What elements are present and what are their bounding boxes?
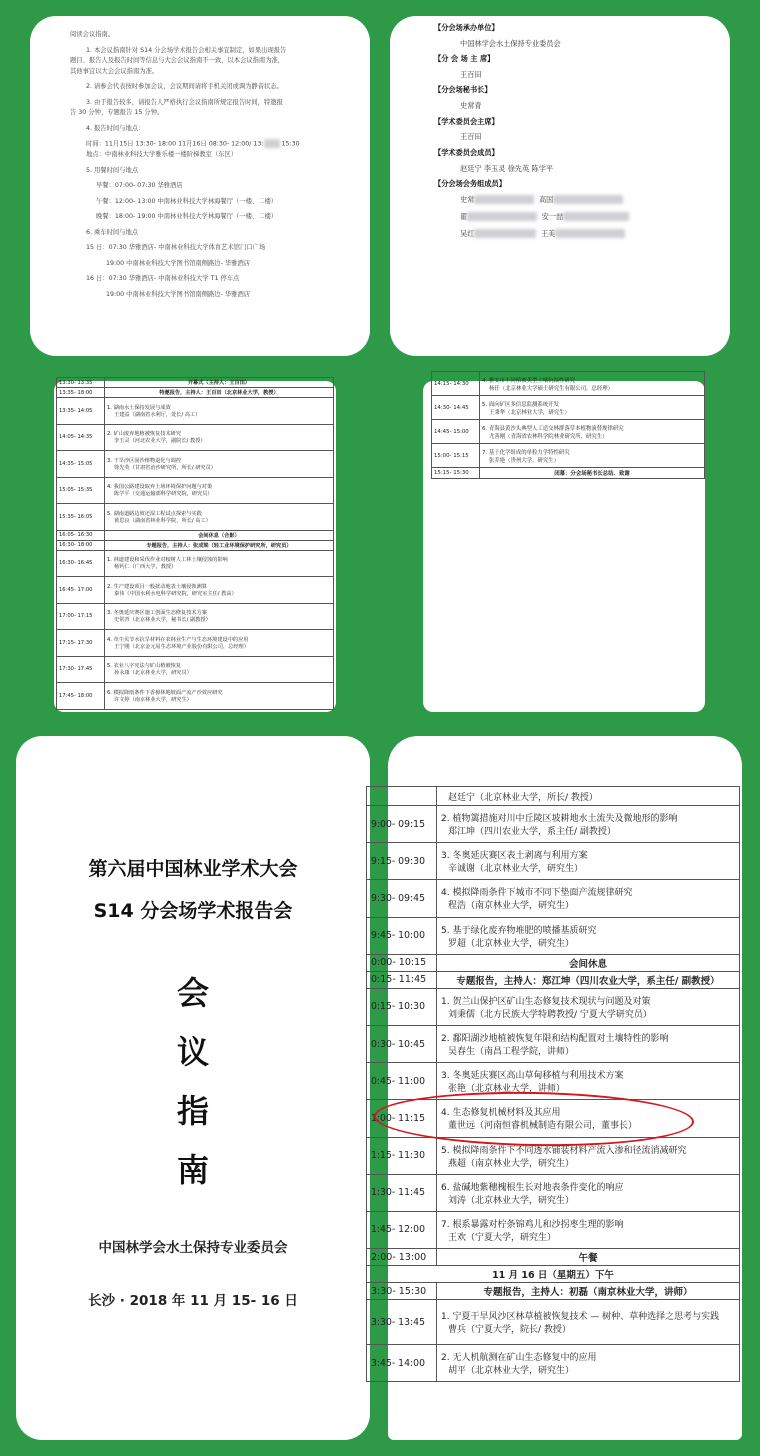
talk-title: 5. 基于绿化废弃物堆肥的喷播基质研究 (441, 925, 597, 936)
talk-title: 2. 无人机航测在矿山生态修复中的应用 (441, 1353, 597, 1364)
time-cell: 0:00- 10:15 (367, 954, 437, 971)
cover-char: 议 (176, 1033, 209, 1071)
table-row (432, 372, 705, 396)
session-heading: 会间休息（合影） (105, 530, 334, 540)
table-row (367, 1300, 740, 1345)
note-line: 3. 由于报告较多，请报告人严格执行会议指南所规定报告时间，特邀报 (86, 98, 283, 106)
heading-secretary: 【分会场秘书长】 (434, 85, 492, 95)
talk-speaker: 吴春生（南昌工程学院，讲师） (448, 1047, 575, 1058)
talk-cell (437, 988, 740, 1025)
time-cell: 0:15- 11:45 (367, 971, 437, 988)
table-row (432, 468, 705, 479)
talk-title: 5. 面向矿区多信息监测系统开发 (482, 401, 559, 408)
cover-title: 第六届中国林业学术大会 (88, 858, 298, 880)
schedule-table (366, 786, 740, 1382)
note-line: 19:00 中南林业科技大学图书馆南侧路边- 华雅酒店 (106, 259, 251, 267)
time-cell: 3:30- 15:30 (367, 1283, 437, 1300)
talk-speaker: 李玉灵（河北农业大学，副院长/ 教授） (114, 438, 206, 445)
talk-cell (437, 917, 740, 954)
table-row (432, 396, 705, 420)
talk-speaker: 杨任（北京林业大学硕士研究生有限公司，总经理） (489, 385, 613, 392)
session-heading: 专题报告，主持人：初磊（南京林业大学，讲师） (437, 1283, 740, 1300)
time-cell: 1:30- 11:45 (367, 1174, 437, 1211)
talk-cell (437, 787, 740, 806)
time-cell: 15:00- 15:15 (432, 444, 480, 468)
time-cell: 9:45- 10:00 (367, 917, 437, 954)
page-schedule-nov16-am (371, 736, 742, 1440)
talk-cell (480, 420, 705, 444)
talk-speaker: 辛诚谢（北京林业大学，研究生） (448, 864, 584, 875)
time-cell: 9:15- 09:30 (367, 843, 437, 880)
talk-cell (105, 656, 334, 683)
time-cell: 17:00- 17:15 (57, 603, 105, 630)
time-cell: 3:30- 13:45 (367, 1300, 437, 1345)
note-line: 6. 乘车时间与地点 (86, 228, 139, 236)
talk-cell (437, 806, 740, 843)
talk-title: 6. 青海县黄沙头典型人工造交林群落草本植物演替规律研究 (482, 425, 624, 432)
talk-title: 5. 湖南道路边坡还湿工程试点探索与实践 (107, 510, 202, 517)
talk-title: 1. 贺兰山保护区矿山生态修复技术现状与问题及对策 (441, 996, 651, 1007)
time-cell: 14:45- 15:00 (432, 420, 480, 444)
talk-cell (437, 1300, 740, 1345)
talk-speaker: 许文婷（南京林业大学，研究生） (114, 696, 192, 703)
session-heading: 开幕式（主持人：王百田） (105, 378, 334, 388)
table-row (367, 806, 740, 843)
affairs-row: 史常 高国 (434, 191, 724, 208)
time-cell: 14:05- 14:35 (57, 424, 105, 451)
talk-speaker: 陈学平（交通运输部科学研究院，研究员） (114, 491, 213, 498)
note-line: 晚餐：18:00- 19:00 中南林业科技大学林海餐厅（一楼、二楼） (96, 213, 278, 220)
table-row (57, 378, 334, 388)
talk-cell (105, 603, 334, 630)
session-heading: 闭幕：分会场秘书长总结、致谢 (480, 468, 705, 479)
talk-speaker: 史常青（北京林业大学，秘书长/ 副教授） (114, 617, 211, 624)
table-row (367, 787, 740, 806)
time-cell: 1:00- 11:15 (367, 1100, 437, 1137)
note-line: 阅读会议指南。 (70, 31, 115, 38)
talk-title: 2. 矿山废弃地植被恢复技术研究 (107, 431, 182, 438)
schedule-table (431, 371, 705, 479)
talk-title: 6. 模拟降雨条件下香樟林地坡面产流产沙效应研究 (107, 689, 223, 696)
table-row (57, 656, 334, 683)
table-row (57, 577, 334, 604)
time-cell: 9:00- 09:15 (367, 806, 437, 843)
talk-title: 3. 冬奥延庆赛区表土剥离与利用方案 (441, 851, 588, 862)
talk-speaker: 郑江坤（四川农业大学，系主任/ 副教授） (448, 827, 616, 838)
time-cell: 17:45- 18:00 (57, 683, 105, 710)
talk-title: 7. 基于化学组成的单粒力学特性研究 (482, 449, 570, 456)
talk-speaker: 程浩（南京林业大学，研究生） (448, 901, 575, 912)
cover-organizer: 中国林学会水土保持专业委员会 (98, 1240, 288, 1256)
talk-speaker: 徐先英（甘肃省治沙研究所，所长/ 研究员） (114, 464, 216, 471)
heading-academic-chair: 【学术委员会主席】 (434, 116, 499, 126)
talk-title: 2. 生产建设项目一般扰动地表土壤侵蚀测算 (107, 583, 207, 590)
table-row (367, 880, 740, 917)
talk-speaker: 黄思良（湖南省林业科学院，所长/ 高工） (114, 517, 211, 524)
heading-affairs: 【分会场会务组成员】 (434, 178, 506, 188)
table-row (57, 630, 334, 657)
talk-cell (437, 1174, 740, 1211)
table-row (367, 843, 740, 880)
page-cover (16, 736, 370, 1440)
session-heading: 专题报告，主持人：张成梁（轻工业环境保护研究所，研究员） (105, 540, 334, 550)
talk-cell (105, 550, 334, 577)
time-cell: 14:35- 15:05 (57, 451, 105, 478)
schedule-table (56, 377, 334, 710)
session-heading: 专题报告，主持人：郑江坤（四川农业大学，系主任/ 副教授） (437, 971, 740, 988)
time-cell: 15:35- 16:05 (57, 504, 105, 531)
talk-speaker: 刘涛（北京林业大学，研究生） (448, 1195, 575, 1206)
time-cell: 9:30- 09:45 (367, 880, 437, 917)
talk-speaker: 赵廷宁（北京林业大学，所长/ 教授） (448, 792, 598, 803)
note-line: 15 日：07:30 华雅酒店- 中南林业科技大学体育艺术馆门口广场 (86, 244, 266, 251)
note-line: 告 30 分钟、专题报告 15 分钟。 (70, 109, 164, 116)
note-line: 19:00 中南林业科技大学图书馆南侧路边- 华雅酒店 (106, 290, 251, 298)
talk-title: 2. 鄱阳湖沙地植被恢复年限和结构配置对土壤特性的影响 (441, 1034, 669, 1045)
talk-title: 1. 宁夏干旱风沙区林草植被恢复技术 — 树种、草种选择之思考与实践 (441, 1312, 720, 1323)
note-line: 2. 请参会代表按时参加会议，会议期间请将手机关闭或调为静音状态。 (86, 83, 283, 90)
page-guide-notes (30, 16, 370, 356)
talk-speaker: 燕超（南京林业大学，研究生） (448, 1158, 575, 1169)
note-line-time: 时间：11月15日 13:30- 18:00 11月16日 08:30- 12:00/ 13: 15:30 (86, 140, 300, 148)
talk-speaker: 罗超（北京林业大学，研究生） (448, 938, 575, 949)
session-heading: 午餐 (437, 1249, 740, 1266)
note-line: 其他事宜以大会会议指南为准。 (70, 67, 159, 75)
time-cell: 17:15- 17:30 (57, 630, 105, 657)
table-row (57, 388, 334, 398)
note-line: 4. 报告时间与地点： (86, 124, 145, 132)
time-cell: 14:15- 14:30 (432, 372, 480, 396)
time-cell: 0:30- 10:45 (367, 1025, 437, 1062)
talk-title: 7. 根系暴露对柠条锦鸡儿和沙拐枣生理的影响 (441, 1219, 624, 1230)
cover-date: 长沙 · 2018 年 11 月 15- 16 日 (88, 1293, 298, 1309)
table-row (367, 1211, 740, 1248)
time-cell: 15:15- 15:30 (432, 468, 480, 479)
talk-title: 4. 模拟降雨条件下城市不同下垫面产流规律研究 (441, 888, 633, 899)
talk-cell (105, 504, 334, 531)
time-cell: 3:45- 14:00 (367, 1345, 437, 1382)
cover-char: 南 (176, 1151, 209, 1189)
guide-notes-text (70, 30, 356, 300)
talk-speaker: 王秉华（北京林业大学，研究生） (489, 409, 570, 416)
heading-host: 【分会场承办单位】 (434, 23, 499, 32)
note-line: 5. 用餐时间与地点 (86, 166, 139, 174)
heading-chair: 【分 会 场 主 席】 (434, 54, 495, 64)
talk-title: 4. 我国公路建设取弃土场环境保护问题与对策 (107, 484, 213, 491)
talk-cell (105, 451, 334, 478)
page-schedule-nov16-pm (423, 377, 705, 712)
page-organizers (390, 16, 730, 356)
day-heading: 11 月 16 日（星期五）下午 (367, 1266, 740, 1283)
note-line: 题目、报告人及报告时间等信息与大会会议指南不一致，以本会议指南为准， (70, 57, 285, 64)
talk-speaker: 张乔艳（贵州大学，研究生） (489, 457, 560, 464)
time-cell: 16:05- 16:30 (57, 530, 105, 540)
talk-title: 4. 草尘贝节水抗旱材料在农林业生产与生态环境建设中的应用 (107, 636, 249, 643)
talk-title: 2. 植物篱措施对川中丘陵区坡耕地水土流失及微地形的影响 (441, 814, 678, 825)
talk-speaker: 秦伟（中国水利水电科学研究院，研究室主任/ 教高） (114, 590, 237, 597)
table-row (367, 1283, 740, 1300)
table-row (432, 444, 705, 468)
table-row (57, 540, 334, 550)
talk-cell (480, 372, 705, 396)
talk-title: 5. 模拟降雨条件下不同透水铺装材料产流入渗和径流消减研究 (441, 1145, 687, 1156)
talk-cell (480, 396, 705, 420)
members-value: 赵廷宁 李玉灵 徐先英 陈学平 (460, 163, 554, 173)
session-heading: 会间休息 (437, 954, 740, 971)
time-cell: 14:30- 14:45 (432, 396, 480, 420)
time-cell: 0:15- 10:30 (367, 988, 437, 1025)
time-cell: 13:35- 14:05 (57, 398, 105, 425)
table-row (367, 917, 740, 954)
affairs-row: 吴红 王美 (434, 225, 724, 242)
table-row (367, 954, 740, 971)
table-row (367, 1249, 740, 1266)
talk-cell (105, 477, 334, 504)
time-cell (367, 787, 437, 806)
talk-title: 3. 冬奥延庆赛区施工创面生态修复技术方案 (107, 610, 207, 617)
table-row (367, 1345, 740, 1382)
table-row (432, 420, 705, 444)
table-row (57, 477, 334, 504)
time-cell: 1:45- 12:00 (367, 1211, 437, 1248)
note-line: 早餐：07:00- 07:30 华雅酒店 (96, 182, 183, 189)
talk-cell (105, 577, 334, 604)
talk-speaker: 孙永康（北京林业大学，研究员） (114, 670, 192, 677)
talk-title: 3. 冬奥延庆赛区高山草甸移植与利用技术方案 (441, 1071, 624, 1082)
academic-chair-value: 王百田 (460, 132, 482, 142)
talk-title: 5. 农业八字宪法与矿山植被恢复 (107, 663, 182, 670)
affairs-row: 翟 安一喆 (434, 208, 724, 225)
talk-cell (480, 444, 705, 468)
table-row (367, 971, 740, 988)
table-row (57, 451, 334, 478)
time-cell: 0:45- 11:00 (367, 1063, 437, 1100)
cover-char: 会 (176, 974, 209, 1012)
talk-cell (437, 1211, 740, 1248)
talk-title: 1. 湖南水土保持发展与成效 (107, 404, 171, 411)
talk-speaker: 王建益（湖南省水利厅，处长/ 高工） (114, 411, 201, 418)
table-row (367, 1025, 740, 1062)
note-line: 地点：中南林业科技大学雅乐楼一楼阶梯教室（东区） (86, 151, 238, 158)
talk-title: 4. 生态修复机械材料及其应用 (441, 1108, 561, 1119)
talk-speaker: 王宁刚（北京金元易生态环境产业股份有限公司，总经理） (114, 643, 249, 650)
chair-value: 王百田 (460, 69, 482, 79)
talk-speaker: 刘秉儒（北方民族大学特聘教授/ 宁夏大学研究员） (448, 1009, 652, 1020)
time-cell: 17:30- 17:45 (57, 656, 105, 683)
table-row (367, 1174, 740, 1211)
heading-members: 【学术委员会成员】 (434, 147, 499, 157)
table-row (57, 424, 334, 451)
table-row (57, 603, 334, 630)
table-row (57, 504, 334, 531)
time-cell: 1:15- 11:30 (367, 1137, 437, 1174)
time-cell: 16:45- 17:00 (57, 577, 105, 604)
note-line: 午餐：12:00- 13:00 中南林业科技大学林海餐厅（一楼、二楼） (96, 197, 278, 205)
table-row (57, 530, 334, 540)
talk-cell (437, 1345, 740, 1382)
talk-speaker: 张艳（北京林业大学，讲师） (448, 1084, 566, 1095)
page-schedule-nov15 (54, 381, 336, 712)
time-cell: 13:35- 18:00 (57, 388, 105, 398)
talk-title: 1. 林道建设和采伐作业对桉树人工林土壤侵蚀的影响 (107, 557, 228, 564)
talk-speaker: 王欢（宁夏大学，研究生） (448, 1232, 557, 1243)
talk-cell (105, 398, 334, 425)
time-cell: 2:00- 13:00 (367, 1249, 437, 1266)
talk-speaker: 杨钙仁（广西大学，教授） (114, 564, 177, 571)
talk-cell (105, 683, 334, 710)
time-cell: 13:30- 13:35 (57, 378, 105, 388)
table-row (57, 550, 334, 577)
time-cell: 15:05- 15:35 (57, 477, 105, 504)
talk-cell (105, 424, 334, 451)
table-row (367, 1266, 740, 1283)
talk-speaker: 曹兵（宁夏大学，院长/ 教授） (448, 1325, 571, 1336)
time-cell: 16:30- 16:45 (57, 550, 105, 577)
cover-char: 指 (176, 1092, 209, 1130)
talk-speaker: 尤善刚（青海省农林科学院林业研究所，研究生） (489, 433, 608, 440)
time-cell: 16:30- 18:00 (57, 540, 105, 550)
talk-cell (105, 630, 334, 657)
talk-cell (437, 843, 740, 880)
talk-title: 4. 雅安市不同植被类型土壤抗蚀性研究 (482, 377, 576, 384)
talk-speaker: 董世远（河南恒睿机械制造有限公司，董事长） (448, 1121, 638, 1132)
talk-speaker: 胡平（北京林业大学，研究生） (448, 1366, 575, 1377)
note-line: 1. 本会议指南针对 S14 分会场学术报告会相关事宜制定，如果出现报告 (86, 46, 287, 54)
host-value: 中国林学会水土保持专业委员会 (460, 38, 561, 48)
talk-title: 3. 干旱沙区固沙植物退化与调控 (107, 457, 182, 464)
note-line: 16 日：07:30 华雅酒店- 中南林业科技大学 T1 停车点 (86, 275, 240, 282)
talk-cell (437, 1025, 740, 1062)
table-row (57, 398, 334, 425)
secretary-value: 史常青 (460, 101, 482, 111)
table-row (367, 988, 740, 1025)
talk-cell (437, 880, 740, 917)
cover-subtitle: S14 分会场学术报告会 (93, 900, 293, 922)
talk-title: 6. 盐碱地紫穗槐根生长对地表条件变化的响应 (441, 1182, 624, 1193)
session-heading: 特邀报告，主持人：王百田（北京林业大学，教授） (105, 388, 334, 398)
table-row (57, 683, 334, 710)
